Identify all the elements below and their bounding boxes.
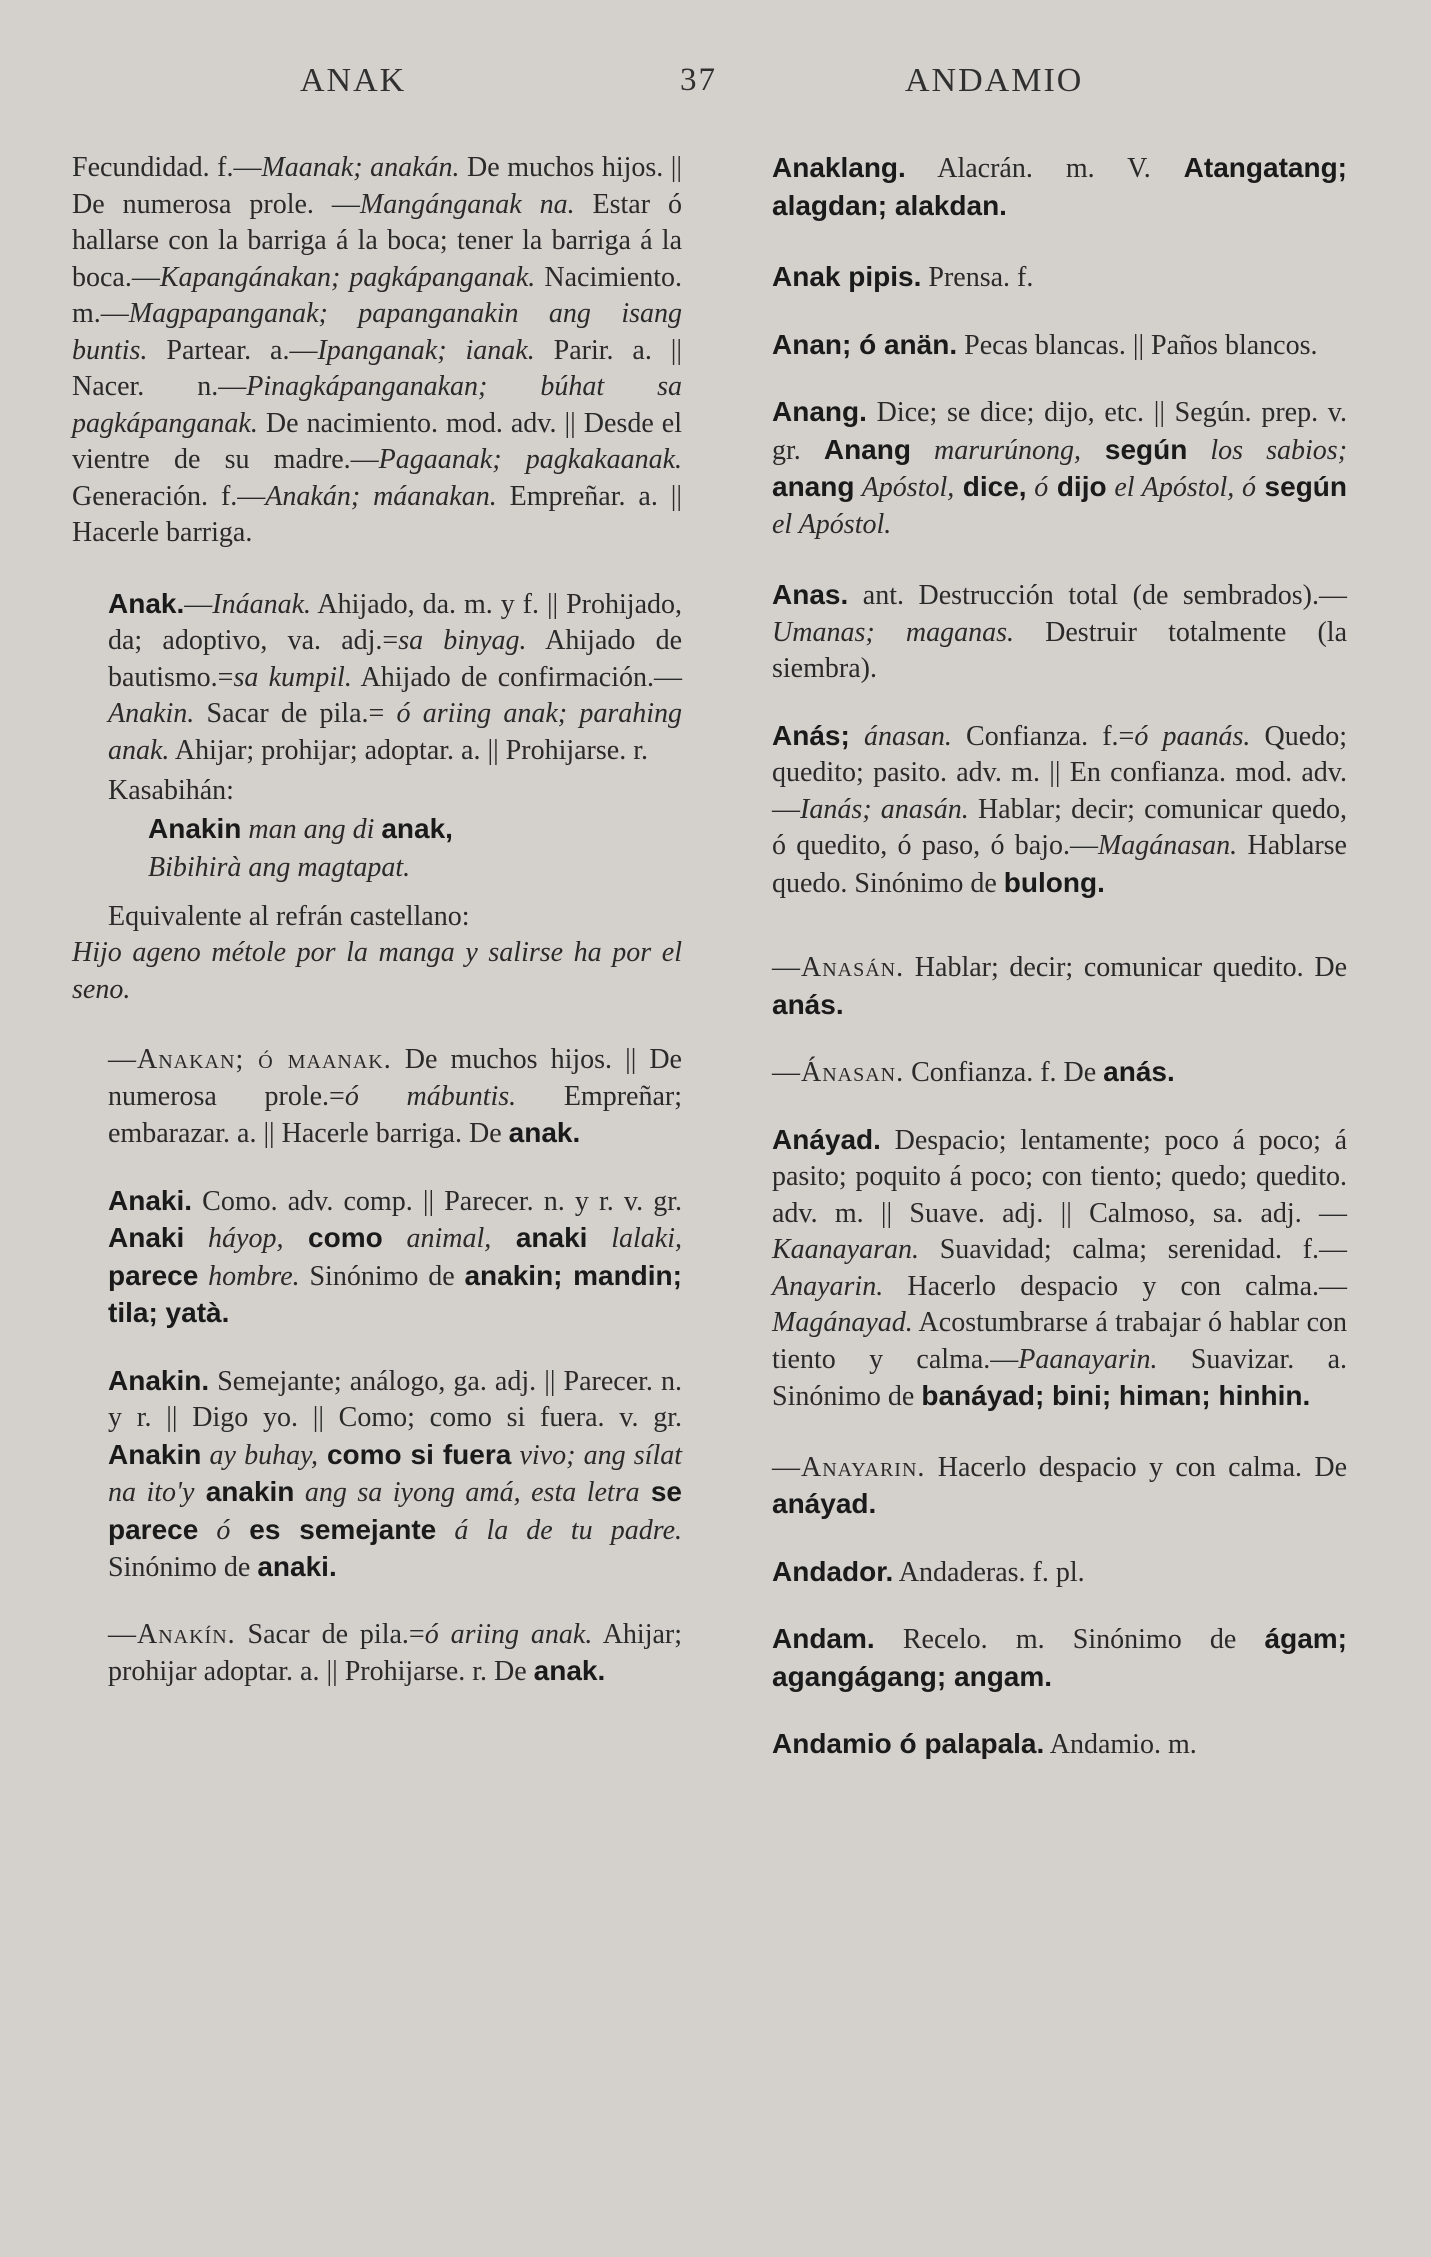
entry-anan: Anan; ó anän. Pecas blancas. || Paños blancos. (772, 328, 1318, 361)
entry-andamio: Andamio ó palapala. Andamio. m. (772, 1728, 1197, 1760)
running-head-right: ANDAMIO (905, 62, 1084, 99)
kasabihan-label: Kasabihán: (108, 775, 234, 806)
entry-anakin-sub: —Anakín. Sacar de pila.=ó ariing anak. Ahijar; prohijar adoptar. a. || Prohijarse. r. De anak. (108, 1618, 683, 1687)
entry-anayad: Anáyad. Despacio; lentamente; poco á poco; á pasito; poquito á poco; con tiento; quedo; quedito. adv. m. || Suave. adj. || Calmoso, sa. adj. —Kaanayaran. Suavidad; calma; serenidad. f.—Anayarin. Hacerlo despacio y con calma.—Magánayad. Acostumbrarse á trabajar ó hablar con tiento y calma.—Paanayarin. Suavizar. a. Sinónimo de banáyad; bini; himan; hinhin. (772, 1123, 1348, 1412)
entry-anakin: Anakin. Semejante; análogo, ga. adj. || Parecer. n. y r. || Digo yo. || Como; como si fuera. v. gr. Anakin ay buhay, como si fuera vivo; ang sílat na ito'y anakin ang sa iyong amá, esta letra se parece ó es semejante á la de tu padre. Sinónimo de anaki. (108, 1364, 683, 1583)
entry-anas-2: Anás; ánasan. Confianza. f.=ó paanás. Quedo; quedito; pasito. adv. m. || En confianza. mod. adv.—Ianás; anasán. Hablar; decir; comunicar quedo, ó quedito, ó paso, ó bajo.—Magánasan. Hablarse quedo. Sinónimo de bulong. (772, 719, 1347, 899)
entry-andador: Andador. Andaderas. f. pl. (772, 1555, 1085, 1588)
entry-anak-continued: Fecundidad. f.—Maanak; anakán. De muchos hijos. || De numerosa prole. —Mangánganak na. Estar ó hallarse con la barriga á la boca; tener la barriga á la boca.—Kapangánakan; pagkápanganak. Nacimiento. m.—Magpapanganak; papanganakin ang isang buntis. Partear. a.—Ipanganak; ianak. Parir. a. || Nacer. n.—Pinagkápanganakan; búhat sa pagkápanganak. De nacimiento. mod. adv. || Desde el vientre de su madre.—Pagaanak; pagkakaanak. Generación. f.—Anakán; máanakan. Empreñar. a. || Hacerle barriga. (72, 152, 683, 548)
entry-anasan: —Anasán. Hablar; decir; comunicar quedito. De anás. (772, 952, 1347, 1020)
spanish-proverb: Hijo ageno métole por la manga y salirse ha por el seno. (72, 937, 682, 1005)
entry-anayarin: —Anayarin. Hacerlo despacio y con calma. De anáyad. (772, 1451, 1347, 1519)
entry-andam: Andam. Recelo. m. Sinónimo de ágam; agangágang; angam. (772, 1623, 1347, 1692)
entry-anak: Anak.—Ináanak. Ahijado, da. m. y f. || Prohijado, da; adoptivo, va. adj.=sa binyag. Ahijado de bautismo.=sa kumpil. Ahijado de confirmación.—Anakin. Sacar de pila.= ó ariing anak; parahing anak. Ahijar; prohijar; adoptar. a. || Prohijarse. r. (108, 587, 683, 766)
left-column (72, 150, 682, 1691)
running-head-left: ANAK (300, 62, 407, 99)
entry-anak-pipis: Anak pipis. Prensa. f. (772, 261, 1034, 293)
proverb-line-1: Anakin man ang di anak, (148, 812, 453, 845)
page-number: 37 (680, 62, 717, 98)
proverb-line-2: Bibihirà ang magtapat. (148, 851, 411, 883)
entry-anas: Anas. ant. Destrucción total (de sembrados).—Umanas; maganas. Destruir totalmente (la siembra). (772, 579, 1347, 684)
entry-anasan-2: —Ánasan. Confianza. f. De anás. (772, 1056, 1175, 1088)
entry-anakan: —Anakan; ó maanak. De muchos hijos. || De numerosa prole.=ó mábuntis. Empreñar; embarazar. a. || Hacerle barriga. De anak. (108, 1044, 682, 1149)
entry-anaki: Anaki. Como. adv. comp. || Parecer. n. y r. v. gr. Anaki háyop, como animal, anaki lalaki, parece hombre. Sinónimo de anakin; mandin; tila; yatà. (108, 1184, 682, 1328)
right-column (732, 150, 1347, 1764)
entry-anaklang: Anaklang. Alacrán. m. V. Atangatang; alagdan; alakdan. (772, 152, 1347, 221)
equivalent-label: Equivalente al refrán castellano: (108, 900, 470, 932)
entry-anang: Anang. Dice; se dice; dijo, etc. || Según. prep. v. gr. Anang marurúnong, según los sabios; anang Apóstol, dice, ó dijo el Apóstol, ó según el Apóstol. (772, 396, 1348, 540)
